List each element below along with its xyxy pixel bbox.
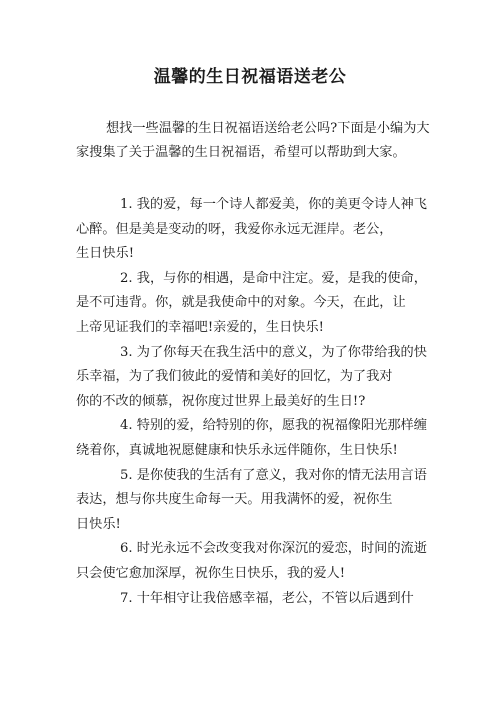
list-item: 2. 我，与你的相遇，是命中注定。爱，是我的使命，是不可违背。你，就是我使命中的对象。今天，在此，让 上帝见证我们的幸福吧!亲爱的，生日快乐! [76, 270, 427, 335]
wish-list [76, 193, 432, 611]
document-title: 温馨的生日祝福语送老公 [153, 67, 347, 87]
list-item: 6. 时光永远不会改变我对你深沉的爱恋，时间的流逝只会使它愈加深厚，祝你生日快乐，我的爱人! [76, 541, 427, 581]
list-item: 7. 十年相守让我倍感幸福，老公，不管以后遇到什 [120, 590, 414, 606]
list-item: 3. 为了你每天在我生活中的意义，为了你带给我的快乐幸福，为了我们彼此的爱情和美好的回忆，为了我对 你的不改的倾慕，祝你度过世界上最美好的生日!? [76, 344, 427, 409]
list-item: 4. 特别的爱，给特别的你，愿我的祝福像阳光那样缠绕着你，真诚地祝愿健康和快乐永远伴随你，生日快乐! [76, 418, 427, 458]
intro-paragraph: 想找一些温馨的生日祝福语送给老公吗?下面是小编为大家搜集了关于温馨的生日祝福语，希望可以帮助到大家。 [76, 121, 430, 160]
list-item: 5. 是你使我的生活有了意义，我对你的情无法用言语表达，想与你共度生命每一天。用我满怀的爱，祝你生 日快乐! [76, 467, 427, 532]
list-item: 1. 我的爱，每一个诗人都爱美，你的美更令诗人神飞心醉。但是美是变动的呀，我爱你永远无涯岸。老公， 生日快乐! [76, 197, 427, 262]
